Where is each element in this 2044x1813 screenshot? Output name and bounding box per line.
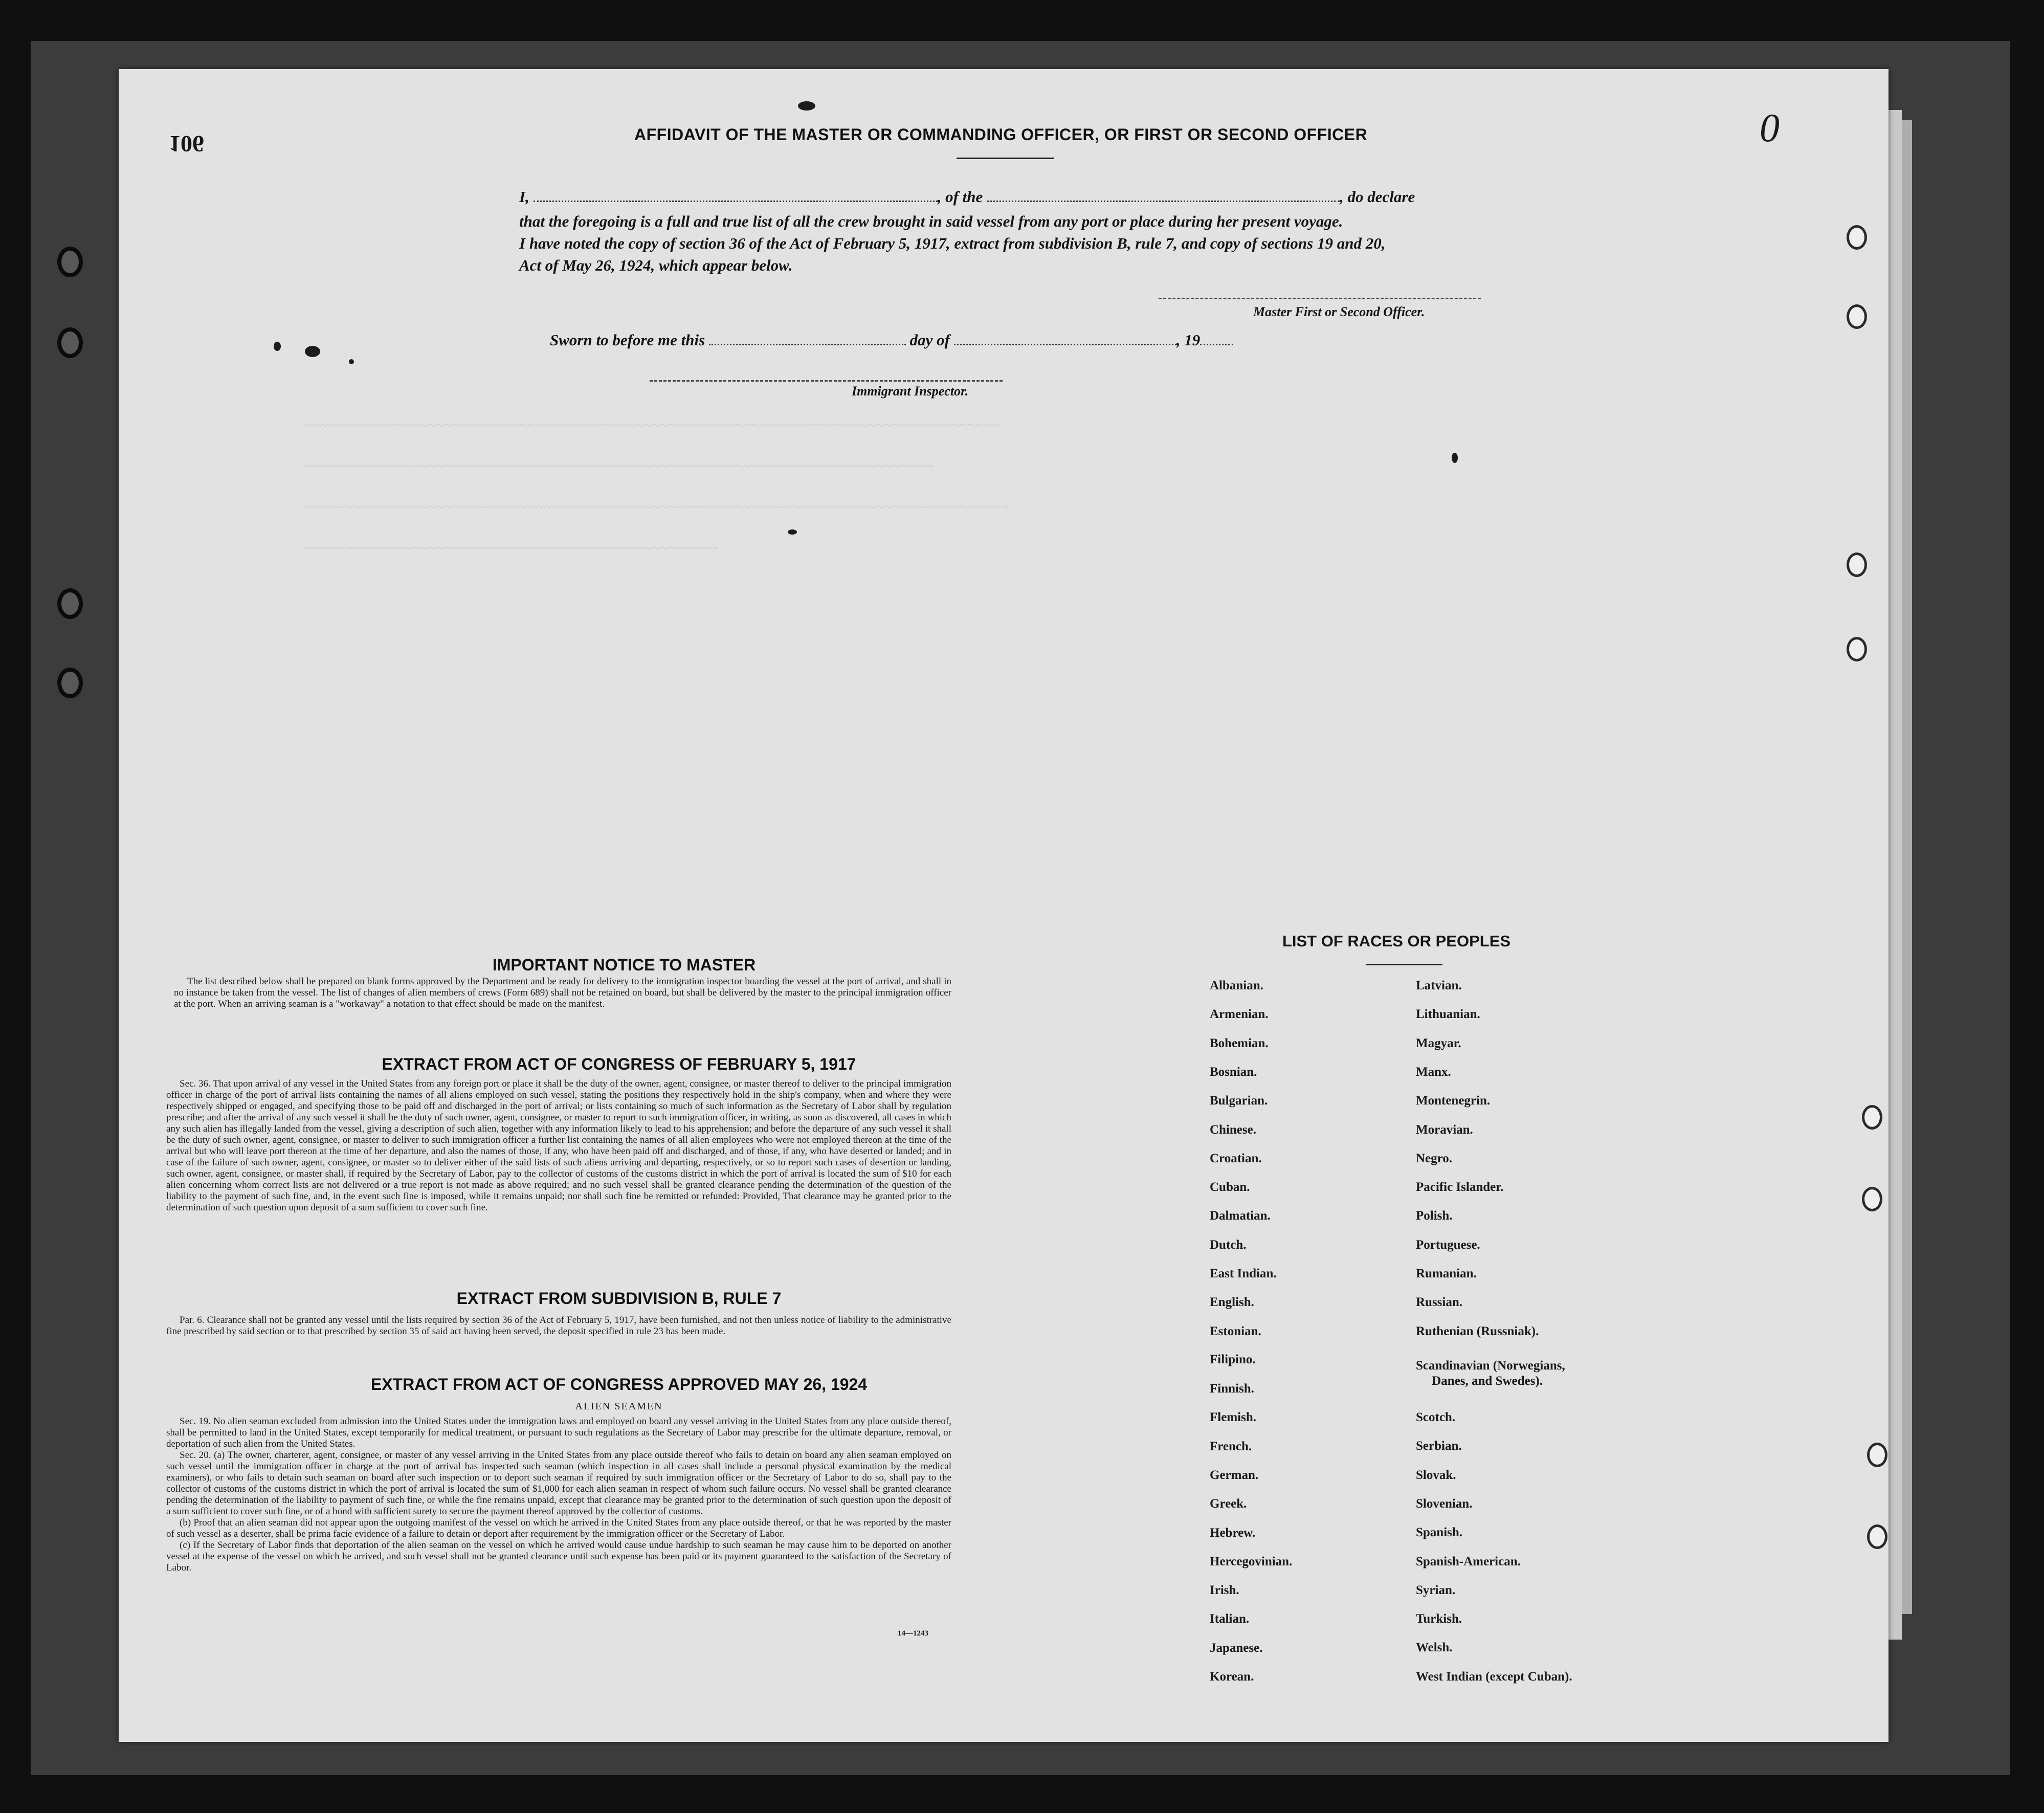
binder-hole (1847, 637, 1867, 661)
master-caption: Master First or Second Officer. (1253, 304, 1425, 319)
extract-rule7-title: EXTRACT FROM SUBDIVISION B, RULE 7 (456, 1289, 782, 1308)
race-entry: Montenegrin. (1416, 1094, 1491, 1108)
race-entry: Slovak. (1416, 1468, 1456, 1482)
binder-hole (1847, 225, 1867, 250)
race-entry: Portuguese. (1416, 1238, 1480, 1252)
binder-hole (1867, 1443, 1887, 1467)
race-entry: Finnish. (1210, 1382, 1254, 1396)
affidavit-line-1 (519, 187, 1506, 207)
bleed-through: ~~~~~~~~~~~~~~~~~~~~~~~~~~~~~~~~~~~~~~~~~~~~~~~~~~ (303, 540, 718, 557)
race-entry: Japanese. (1210, 1641, 1263, 1655)
race-entry: Bohemian. (1210, 1036, 1269, 1050)
binder-hole (1862, 1187, 1882, 1211)
race-entry: Lithuanian. (1416, 1007, 1480, 1021)
race-entry: West Indian (except Cuban). (1416, 1670, 1572, 1684)
race-entry: Russian. (1416, 1295, 1463, 1309)
bleed-through: ~~~~~~~~~~~~~~~~~~~~~~~~~~~~~~~~~~~~~~~~~~~~~~~~~~~~~~~~~~~~~~~~~~~~~~~~~~~~~~~~~~~~ (303, 417, 1001, 434)
extract-1924-text (166, 1416, 951, 1574)
master-signature-line (1159, 298, 1481, 299)
races-title: LIST OF RACES OR PEOPLES (1282, 932, 1511, 950)
race-entry: Syrian. (1416, 1583, 1456, 1597)
race-entry: Scotch. (1416, 1410, 1456, 1424)
race-entry: Dalmatian. (1210, 1209, 1271, 1223)
divider (957, 158, 1054, 159)
day-blank (709, 331, 906, 345)
inspector-caption: Immigrant Inspector. (852, 384, 969, 399)
affidavit-declare: , do declare (1340, 188, 1415, 206)
extract-1917-title: EXTRACT FROM ACT OF CONGRESS OF FEBRUARY 5, 1917 (382, 1055, 856, 1073)
race-entry: Negro. (1416, 1152, 1453, 1165)
sworn-prefix: Sworn to before me this (550, 331, 705, 349)
binder-hole (57, 327, 83, 358)
section-20a: Sec. 20. (a) The owner, charterer, agent, consignee, or master of any vessel arriving in the United States from any place outside thereof who fails to detain on board any alien seaman employed on such vessel until the immigration officer in charge at the port of arrival has inspected such seaman (which inspection in all cases shall include a personal physical examination by the medical examiners), or who fails to detain such seaman on board after such inspection or to deport such seaman if required by such immigration officer or the Secretary of Labor to do so, shall pay to the collector of customs of the customs district in which the port of arrival is located the sum of $1,000 for each alien seaman in respect of whom such failure occurs. No vessel shall be granted clearance pending the determination of the liability to payment of such fine, or while the fine remains unpaid, except that clearance may be granted prior to the determination of such question upon the deposit of a sum sufficient to cover such fine, or of a bond with sufficient surety to secure the payment thereof approved by the collector of customs. (166, 1450, 951, 1517)
ink-smudge (274, 342, 281, 351)
race-entry: Hercegovinian. (1210, 1555, 1293, 1568)
ink-smudge (305, 346, 320, 357)
ink-smudge (349, 359, 354, 364)
race-entry: Spanish-American. (1416, 1555, 1521, 1568)
form-number: 14—1243 (898, 1629, 928, 1638)
binder-hole (1862, 1105, 1882, 1130)
race-entry: Estonian. (1210, 1324, 1261, 1338)
race-entry: Latvian. (1416, 979, 1462, 992)
bleed-through: ~~~~~~~~~~~~~~~~~~~~~~~~~~~~~~~~~~~~~~~~~~~~~~~~~~~~~~~~~~~~~~~~~~~~~~~~~~~~~~~~~~~~~ (303, 499, 1009, 516)
race-entry: Armenian. (1210, 1007, 1269, 1021)
race-entry: Filipino. (1210, 1353, 1256, 1366)
name-blank (534, 188, 938, 202)
ink-smudge (788, 529, 797, 535)
extract-1917-text (166, 1078, 951, 1213)
race-entry: French. (1210, 1440, 1252, 1453)
month-blank (954, 331, 1176, 345)
alien-seamen-subtitle: ALIEN SEAMEN (575, 1401, 663, 1412)
ink-smudge (1452, 453, 1458, 463)
page-number-stamp: 106 (169, 131, 204, 157)
inspector-signature-line (650, 380, 1003, 382)
page-edge (1889, 110, 1902, 1640)
affidavit-line-3: I have noted the copy of section 36 of the Act of February 5, 1917, extract from subdivision B, rule 7, and copy of sections 19 and 20, (519, 234, 1386, 252)
race-entry: Polish. (1416, 1209, 1453, 1223)
race-entry: Scandinavian (Norwegians, Danes, and Swedes). (1416, 1359, 1565, 1388)
sworn-dayof: day of (909, 331, 950, 349)
race-entry: Dutch. (1210, 1238, 1247, 1252)
race-entry: Flemish. (1210, 1410, 1256, 1424)
section-19: Sec. 19. No alien seaman excluded from admission into the United States under the immigration laws and employed on board any vessel arriving in the United States from any place outside thereof, shall be permitted to land in the United States, except temporarily for medical treatment, or pursuant to such regulations as the Secretary of Labor may prescribe for the ultimate departure, removal, or deportation of such alien from the United States. (166, 1416, 951, 1449)
race-entry: Turkish. (1416, 1612, 1462, 1626)
race-entry: Italian. (1210, 1612, 1250, 1626)
section-20c: (c) If the Secretary of Labor finds that deportation of the alien seaman on the vessel on which he arrived would cause undue hardship to such seaman he may cause him to be deported on another vessel at the expense of the vessel on which he arrived, and such vessel shall not be granted clearance until such expense has been paid or its payment guaranteed to the satisfaction of the Secretary of Labor. (166, 1540, 951, 1573)
race-entry: East Indian. (1210, 1267, 1277, 1280)
race-entry: Serbian. (1416, 1439, 1462, 1453)
notice-paragraph: The list described below shall be prepared on blank forms approved by the Department and be ready for delivery to the immigration inspector boarding the vessel at the port of arrival, and shall in no instance be taken from the vessel. The list of changes of alien members of crews (Form 689) shall not be retained on board, but shall be delivered by the master to the principal immigration officer at the port. When an arriving seaman is a "workaway" a notation to that effect should be made on the manifest. (174, 976, 951, 1009)
race-entry: Korean. (1210, 1670, 1254, 1684)
race-entry: Ruthenian (Russniak). (1416, 1324, 1539, 1338)
race-entry: Chinese. (1210, 1123, 1256, 1137)
extract-rule7-text (166, 1315, 951, 1337)
race-entry: Pacific Islander. (1416, 1180, 1504, 1194)
affidavit-title: AFFIDAVIT OF THE MASTER OR COMMANDING OFFICER, OR FIRST OR SECOND OFFICER (634, 125, 1368, 144)
binder-hole (57, 247, 83, 277)
paragraph-6: Par. 6. Clearance shall not be granted any vessel until the lists required by section 36 of the Act of February 5, 1917, have been furnished, and not then unless notice of liability to the administrative fine prescribed by said section or to that prescribed by section 35 of said act having been served, the deposit specified in rule 23 has been made. (166, 1315, 951, 1337)
race-entry: Welsh. (1416, 1641, 1453, 1654)
race-entry: Hebrew. (1210, 1526, 1256, 1540)
race-entry: Cuban. (1210, 1180, 1250, 1194)
affidavit-of: , of the (937, 188, 983, 206)
frame-number-stamp: 0 (1760, 105, 1780, 150)
section-20b: (b) Proof that an alien seaman did not appear upon the outgoing manifest of the vessel on which he arrived in the United States from any place outside thereof, or that he was reported by the master of such vessel as a deserter, shall be prima facie evidence of a failure to detain or deport after requirement by the immigration officer or the Secretary of Labor. (166, 1517, 951, 1539)
binder-hole (57, 668, 83, 698)
section-36: Sec. 36. That upon arrival of any vessel in the United States from any foreign port or place it shall be the duty of the owner, agent, consignee, or master thereof to deliver to the principal immigration officer in charge of the port of arrival lists containing the names of all aliens employed on such vessel, stating the positions they respectively hold in the ship's company, when and where they were respectively shipped or engaged, and specifying those to be paid off and discharged in the port of arrival; or lists containing so much of such information as the Secretary of Labor shall by regulation prescribe; and after the arrival of any such vessel it shall be the duty of such owner, agent, consignee, or master to report to such immigration officer, in writing, as soon as discovered, all cases in which any such alien has illegally landed from the vessel, giving a description of such alien, together with any information likely to lead to his apprehension; and before the departure of any such vessel it shall be the duty of such owner, agent, consignee, or master to deliver to such immigration officer a further list containing the names of all alien employees who were not employed thereon at the time of the arrival but who will leave port thereon at the time of her departure, and also the names of those, if any, who have been paid off and discharged, and of those, if any, who have deserted or landed; and in case of the failure of such owner, agent, consignee, or master so to deliver either of the said lists of such aliens arriving and departing, respectively, or so to report such cases of desertion or landing, such owner, agent, consignee, or master shall, if required by the Secretary of Labor, pay to the collector of customs of the customs district in which the port of arrival is located the sum of $10 for each alien concerning whom correct lists are not delivered or a true report is not made as above required; and no such vessel shall be granted clearance pending the determination of the question of the liability to the payment of such fine, and, in the event such fine is imposed, while it remains unpaid; nor shall such fine be remitted or refunded: Provided, That clearance may be granted prior to the determination of such question upon deposit of a sum sufficient to cover such fine. (166, 1078, 951, 1213)
binder-hole (1867, 1524, 1887, 1549)
divider (1366, 964, 1442, 965)
ink-smudge (798, 101, 815, 110)
extract-1924-title: EXTRACT FROM ACT OF CONGRESS APPROVED MAY 26, 1924 (370, 1375, 868, 1394)
page-edge (1902, 120, 1912, 1614)
race-entry: English. (1210, 1295, 1254, 1309)
sworn-year: , 19 (1176, 331, 1201, 349)
binder-hole (1847, 552, 1867, 577)
race-entry: Croatian. (1210, 1152, 1262, 1165)
binder-hole (1847, 304, 1867, 329)
race-entry: Bulgarian. (1210, 1094, 1268, 1108)
vessel-blank (987, 188, 1340, 202)
affidavit-i: I, (519, 188, 529, 206)
race-entry: Irish. (1210, 1583, 1239, 1597)
binder-hole (57, 588, 83, 619)
bleed-through: ~~~~~~~~~~~~~~~~~~~~~~~~~~~~~~~~~~~~~~~~~~~~~~~~~~~~~~~~~~~~~~~~~~~~~~~~~~~~ (303, 458, 934, 475)
race-entry: Magyar. (1416, 1036, 1461, 1050)
affidavit-line-2: that the foregoing is a full and true list of all the crew brought in said vessel from any port or place during her present voyage. (519, 212, 1343, 230)
race-entry: Spanish. (1416, 1525, 1463, 1539)
notice-title: IMPORTANT NOTICE TO MASTER (492, 956, 756, 974)
race-entry: Slovenian. (1416, 1497, 1473, 1511)
sworn-line (550, 330, 1317, 350)
notice-text (174, 976, 951, 1010)
year-blank (1200, 331, 1233, 345)
race-entry: German. (1210, 1468, 1259, 1482)
race-entry: Albanian. (1210, 979, 1263, 992)
race-entry: Bosnian. (1210, 1065, 1257, 1079)
race-entry: Manx. (1416, 1065, 1451, 1079)
race-entry: Rumanian. (1416, 1267, 1477, 1280)
affidavit-line-4: Act of May 26, 1924, which appear below. (519, 256, 793, 274)
race-entry: Moravian. (1416, 1123, 1473, 1137)
race-entry: Greek. (1210, 1497, 1247, 1511)
